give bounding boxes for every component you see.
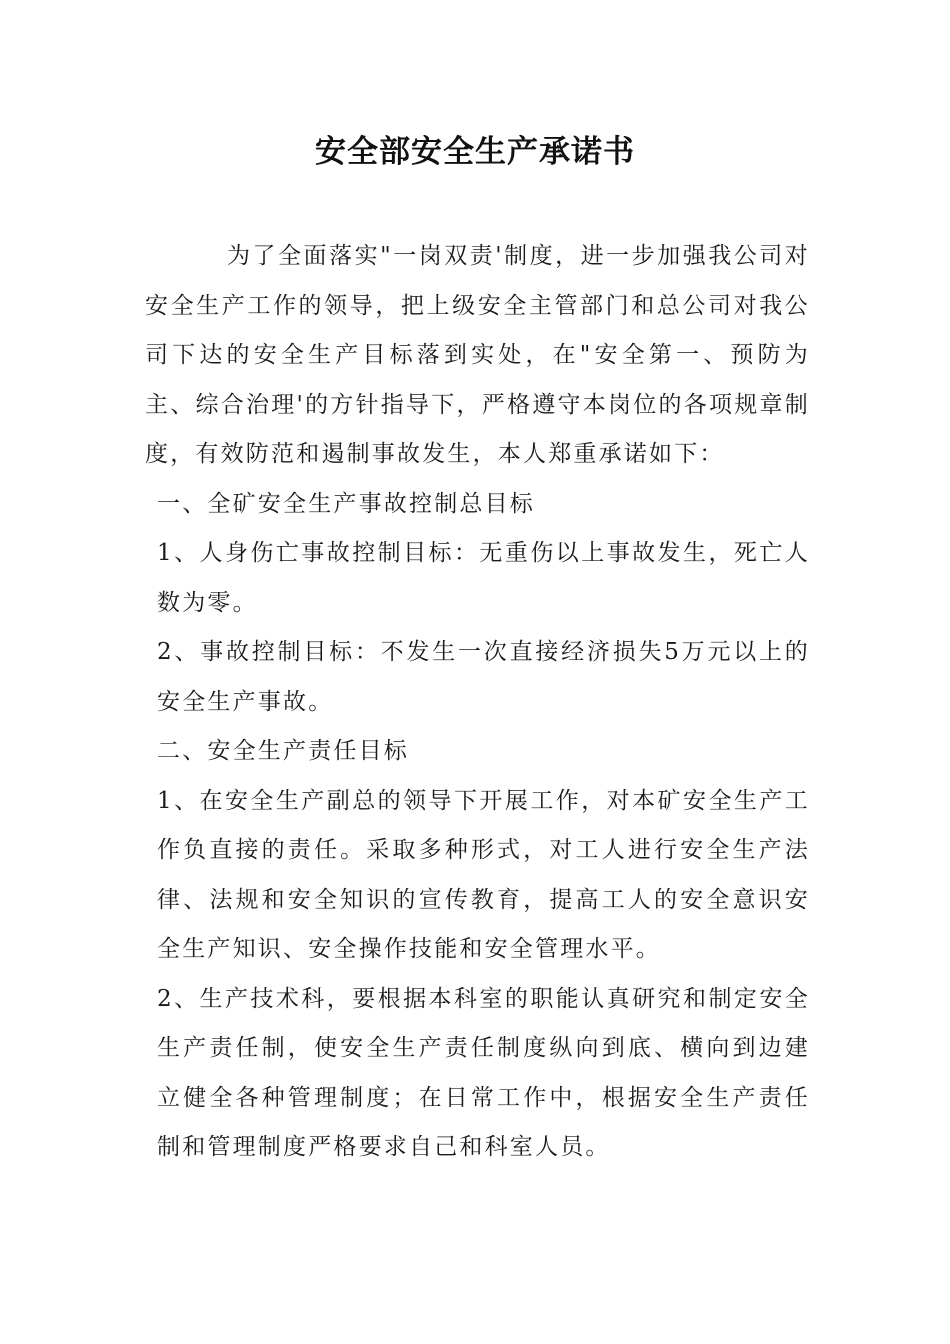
section-2-item-1: 1、在安全生产副总的领导下开展工作，对本矿安全生产工作负直接的责任。采取多种形式，对工人进行安全生产法律、法规和安全知识的宣传教育，提高工人的安全意识安全生产知识、安全操作技能和安全管理水平。	[157, 787, 810, 962]
intro-paragraph: 为了全面落实"一岗双责'制度，进一步加强我公司对安全生产工作的领导，把上级安全主管部门和总公司对我公司下达的安全生产目标落到实处，在"安全第一、预防为主、综合治理'的方针指导下，严格遵守本岗位的各项规章制度，有效防范和遏制事故发生，本人郑重承诺如下：	[145, 243, 810, 467]
section-2-item-2: 2、生产技术科，要根据本科室的职能认真研究和制定安全生产责任制，使安全生产责任制度纵向到底、横向到边建立健全各种管理制度；在日常工作中，根据安全生产责任制和管理制度严格要求自己和科室人员。	[157, 985, 810, 1160]
section-1-item-2: 2、事故控制目标：不发生一次直接经济损失5万元以上的安全生产事故。	[157, 639, 810, 715]
section-heading-1: 一、全矿安全生产事故控制总目标	[157, 490, 535, 517]
document-title: 安全部安全生产承诺书	[315, 134, 635, 170]
document-body	[145, 232, 810, 1173]
section-heading-2: 二、安全生产责任目标	[157, 738, 409, 764]
section-1-item-1: 1、人身伤亡事故控制目标：无重伤以上事故发生，死亡人数为零。	[157, 540, 810, 616]
